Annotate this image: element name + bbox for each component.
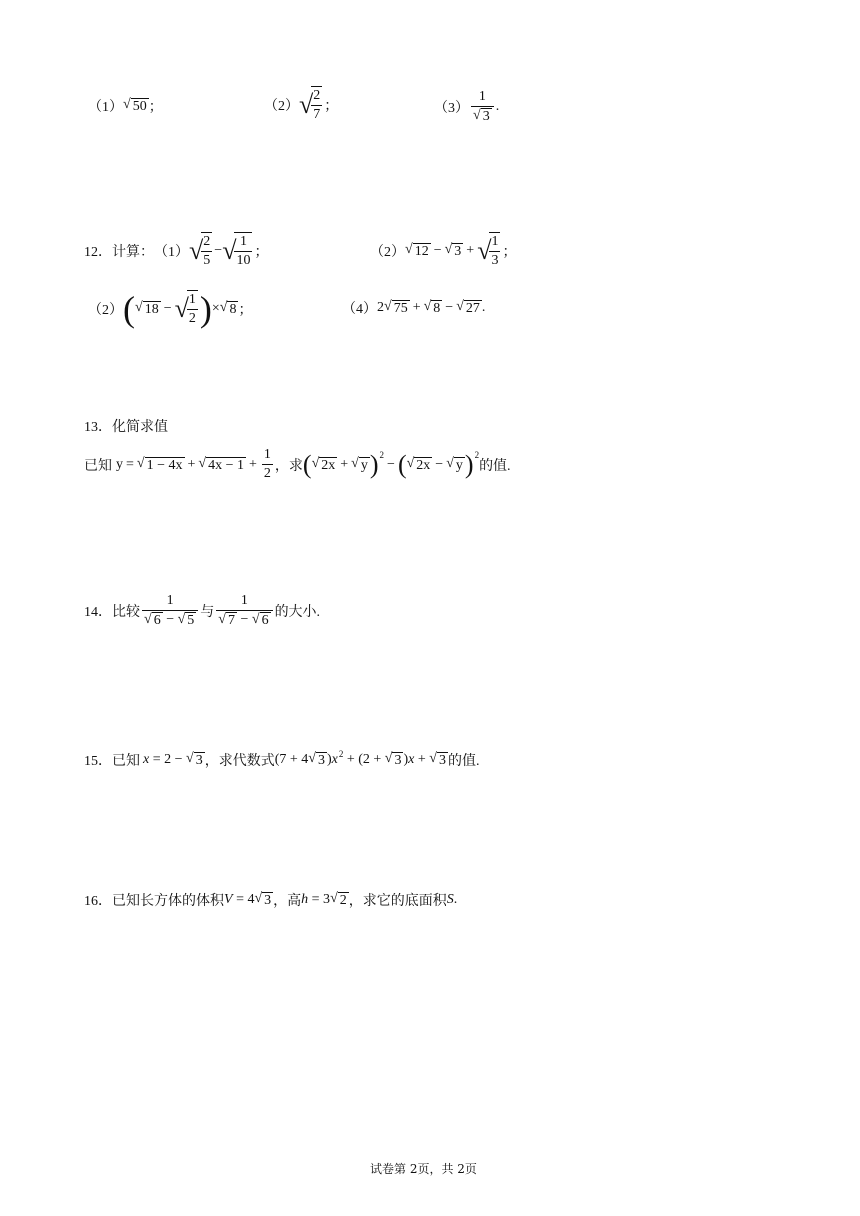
radicand: 2x — [416, 457, 431, 473]
part1-item1 — [88, 96, 163, 116]
punct: ； — [148, 100, 163, 115]
numerator: 2 — [203, 234, 211, 249]
denominator: 5 — [203, 253, 211, 268]
sqrt: √ 50 — [123, 97, 147, 114]
radicand: 50 — [132, 99, 147, 114]
radicand: 75 — [393, 301, 408, 316]
exponent: 2 — [379, 449, 385, 460]
numerator: 1 — [166, 593, 174, 608]
expression: ) — [403, 752, 409, 767]
fraction — [262, 446, 273, 483]
denominator: √ 3 — [473, 108, 490, 124]
sub-label: （4） — [342, 302, 377, 317]
left-paren: ( — [123, 289, 135, 329]
text: ，求 — [274, 458, 303, 474]
part1-item3 — [434, 88, 499, 125]
text: 与 — [200, 604, 215, 620]
exponent: 2 — [338, 749, 344, 759]
fraction — [142, 592, 198, 629]
radicand: 12 — [414, 244, 429, 259]
fraction — [187, 290, 198, 328]
variable: S — [446, 892, 454, 907]
operator: − — [433, 243, 442, 258]
denominator: √ 7 − √ 6 — [218, 612, 269, 628]
text: ，求它的底面积 — [348, 894, 447, 909]
radicand: 18 — [144, 302, 159, 317]
text: 的值. — [479, 458, 511, 474]
operator: + — [187, 456, 196, 472]
variable: V — [224, 892, 233, 907]
text: 比较 — [112, 604, 140, 620]
text: 已知 — [84, 458, 112, 474]
radicand: 3 — [317, 753, 325, 768]
operator: − — [214, 243, 223, 258]
numerator: 1 — [263, 447, 271, 462]
variable: h — [301, 892, 309, 907]
part1-item2 — [264, 86, 338, 124]
radicand: 3 — [482, 109, 490, 124]
sqrt-sign: √ — [222, 236, 237, 265]
punct: . — [495, 98, 500, 114]
sqrt-sign: √ — [189, 236, 204, 265]
q14-line — [84, 592, 320, 629]
punct: ； — [324, 99, 339, 114]
sub-label: （2） — [88, 303, 123, 318]
radicand: 5 — [187, 613, 195, 628]
text: 已知长方体的体积 — [112, 894, 224, 909]
variable: x — [408, 752, 415, 767]
expression: + — [414, 752, 430, 767]
numerator: 1 — [240, 593, 248, 608]
fraction — [216, 592, 272, 629]
radicand: 2 — [339, 893, 347, 908]
denominator: √ 6 − √ 5 — [144, 612, 195, 628]
fraction — [311, 86, 322, 124]
item-label: （3） — [434, 100, 469, 116]
radicand: 7 — [227, 613, 235, 628]
expression: = 2 − — [149, 752, 187, 767]
exponent: 2 — [474, 449, 480, 460]
operator: + — [466, 243, 475, 258]
q13-title — [84, 416, 168, 436]
radicand: 3 — [195, 753, 203, 768]
denominator: 7 — [313, 107, 321, 122]
radicand: y — [455, 457, 463, 473]
question-title: 计算： — [112, 245, 154, 260]
item-label: （1） — [88, 100, 123, 115]
radicand: 3 — [438, 753, 446, 768]
q13-body: 已知 y = √ 1 − 4x + √ 4x − 1 + $\frac{1}{2}$ ，求 ( √ 2x + √ y ) 2 − ( √ 2x − √ y ) 2 的值. — [84, 447, 511, 481]
variable: y — [116, 456, 123, 472]
operator: − — [163, 301, 172, 316]
expression: ) — [326, 752, 332, 767]
punct: ； — [254, 245, 269, 260]
radicand: y — [360, 457, 368, 473]
question-number: 16． — [84, 894, 112, 909]
fraction — [471, 88, 494, 125]
question-number: 13． — [84, 420, 112, 435]
operator: × — [211, 301, 220, 316]
numerator: 1 — [239, 234, 247, 249]
punct: . — [481, 300, 486, 315]
operator: + — [249, 456, 257, 472]
sqrt-sign: √ — [299, 90, 314, 119]
denominator: 2 — [188, 311, 196, 326]
question-title: 化简求值 — [112, 420, 168, 435]
text: 的大小. — [274, 604, 321, 620]
text: ，求代数式 — [204, 754, 275, 769]
expression: (7 + 4 — [274, 752, 309, 767]
q15-line: 15． 已知 x = 2 − √ 3 ，求代数式 (7 + 4 √ 3 ) x 2 + (2 + √ 3 ) x + √ 3 的值. — [84, 749, 480, 769]
operator: + — [412, 300, 421, 315]
q12-sub4: （4） 2 √ 75 + √ 8 − √ 27 . — [342, 299, 486, 317]
expression: = 4 — [232, 892, 255, 907]
q12-line1 — [84, 232, 268, 270]
expression: + (2 + — [343, 752, 385, 767]
fraction — [234, 232, 252, 270]
question-number: 15． — [84, 754, 112, 769]
variable: x — [143, 752, 150, 767]
radicand: 3 — [264, 893, 272, 908]
operator: = — [126, 456, 134, 472]
variable: x — [331, 752, 338, 767]
question-number: 12． — [84, 245, 112, 260]
sub-label: （1） — [154, 245, 189, 260]
denominator: 3 — [491, 253, 499, 268]
radicand: 4x − 1 — [208, 457, 244, 473]
radicand: 6 — [153, 613, 161, 628]
sqrt-sign: √ — [477, 236, 492, 265]
denominator: 2 — [263, 466, 271, 481]
operator: − — [445, 300, 454, 315]
punct: . — [453, 892, 458, 907]
q12-sub3: （2） ( √ 18 − √ $\frac{1}{2}$ ) × √ 8 ； — [88, 289, 253, 329]
text: 的值. — [447, 754, 480, 769]
radicand: 6 — [261, 613, 269, 628]
numerator: 2 — [313, 88, 321, 103]
text: 已知 — [112, 754, 140, 769]
sub-label: （2） — [370, 245, 405, 260]
coefficient: 2 — [377, 300, 384, 315]
radicand: 1 − 4x — [146, 457, 183, 473]
radicand: 2x — [321, 457, 336, 473]
sqrt-sign: √ — [174, 294, 189, 323]
radicand: 3 — [394, 753, 402, 768]
numerator: 1 — [188, 292, 196, 307]
radicand: 8 — [433, 301, 441, 316]
denominator: 10 — [236, 253, 251, 268]
item-label: （2） — [264, 99, 299, 114]
punct: ； — [238, 303, 253, 318]
numerator: 1 — [478, 89, 486, 104]
page-footer: 试卷第 2页，共 2页 — [370, 1162, 477, 1176]
expression: = 3 — [308, 892, 331, 907]
q12-sub2: （2） √ 12 − √ 3 + √ $\frac{1}{3}$ ； — [370, 234, 517, 268]
radicand: 3 — [454, 244, 462, 259]
punct: ； — [502, 245, 517, 260]
fraction — [201, 232, 212, 270]
right-paren: ) — [199, 289, 212, 329]
radicand: 27 — [465, 301, 480, 316]
fraction — [489, 232, 500, 270]
question-number: 14． — [84, 604, 112, 620]
text: ，高 — [273, 894, 302, 909]
numerator: 1 — [491, 234, 499, 249]
radicand: 8 — [229, 302, 237, 317]
q16-line: 16． 已知长方体的体积 V = 4 √ 3 ，高 h = 3 √ 2 ，求它的底面积 S . — [84, 891, 458, 909]
